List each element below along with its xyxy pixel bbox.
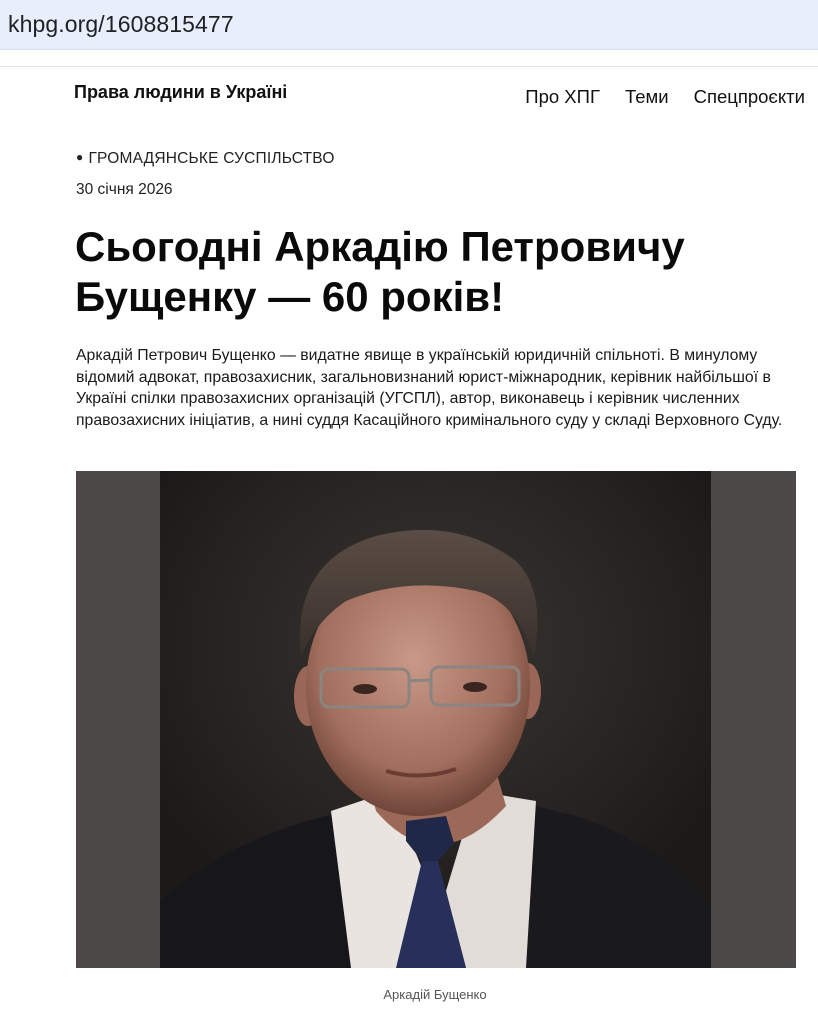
bullet-icon: ● — [76, 150, 84, 164]
article-category[interactable] — [76, 150, 335, 168]
nav-item-topics[interactable]: Теми — [624, 86, 669, 107]
article-date: 30 січня 2026 — [76, 181, 173, 198]
nav-item-special-projects[interactable]: Спецпроєкти — [693, 86, 805, 107]
article-title: Сьогодні Аркадію Петровичу Бущенку — 60 років! — [75, 223, 685, 320]
site-title-link[interactable]: Права людини в Україні — [74, 82, 288, 102]
nav-item-about[interactable]: Про ХПГ — [525, 86, 600, 107]
url-text[interactable]: khpg.org/1608815477 — [8, 11, 234, 37]
image-caption: Аркадій Бущенко — [383, 987, 487, 1002]
portrait-illustration — [76, 471, 796, 968]
main-nav — [525, 86, 805, 108]
header-divider — [0, 66, 818, 67]
article-lead: Аркадій Петрович Бущенко — видатне явище в українській юридичній спільноті. В минулому відомий адвокат, правозахисник, загальновизнаний юрист-міжнародник, керівник найбільшої в Україні спілки правозахисних організацій (УГСПЛ), автор, виконавець і керівник численних правозахисних ініціатив, а нині суддя Касаційного кримінального суду у складі Верховного Суду. — [76, 347, 783, 429]
article-photo — [76, 471, 796, 968]
category-label[interactable]: ГРОМАДЯНСЬКЕ СУСПІЛЬСТВО — [88, 150, 335, 167]
browser-address-bar[interactable] — [0, 0, 818, 50]
